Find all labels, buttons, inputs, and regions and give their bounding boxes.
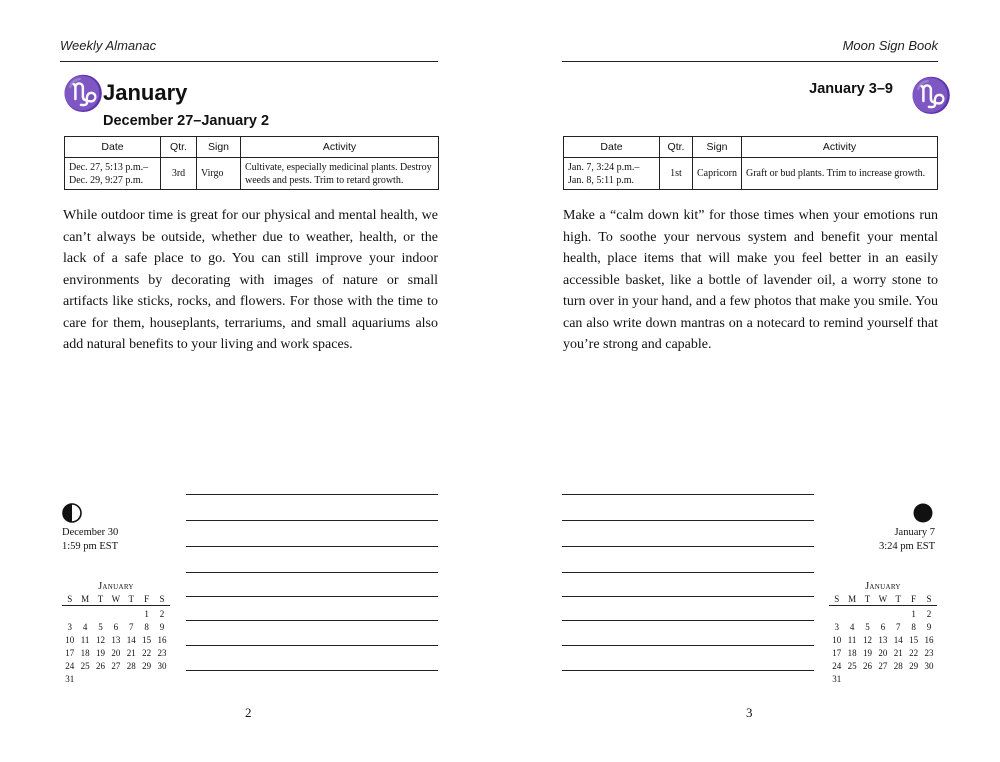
weekday: S	[67, 594, 73, 604]
calendar-day: 31	[832, 674, 842, 684]
activity-table	[563, 136, 938, 190]
weekday: S	[926, 594, 932, 604]
body-paragraph: Make a “calm down kit” for those times when your emotions run high. To soothe your nervous system and benefit your mental health, place items that will make you feel better in an easily accessible basket, like a bottle of lavender oil, a worry stone to turn over in your hand, and a few photos that make you smile. You can also write down mantras on a notecard to remind yourself that you’re strong and capable.	[563, 208, 938, 352]
calendar-day: 13	[111, 635, 121, 645]
note-line	[562, 520, 814, 521]
calendar-day: 16	[157, 635, 167, 645]
calendar-day: 18	[80, 648, 90, 658]
moon-phase-time: 1:59 pm EST	[62, 540, 119, 552]
calendar-day: 20	[878, 648, 888, 658]
calendar-day	[108, 673, 123, 686]
calendar-day: 5	[98, 622, 103, 632]
calendar-week-row	[62, 608, 170, 621]
weekday: M	[848, 594, 857, 604]
weekday: M	[81, 594, 90, 604]
cell-sign: Virgo	[197, 158, 241, 190]
date-end: Dec. 29, 9:27 p.m.	[69, 174, 144, 186]
calendar-weeks	[62, 608, 170, 686]
calendar-day	[124, 608, 139, 621]
calendar-weekdays	[62, 593, 170, 606]
calendar-day: 10	[65, 635, 75, 645]
cell-qtr: 1st	[660, 158, 693, 190]
cell-activity: Cultivate, especially medicinal plants. Destroy weeds and pests. Trim to retard growth.	[241, 158, 439, 190]
calendar-day: 3	[67, 622, 72, 632]
calendar-day: 7	[896, 622, 901, 632]
note-line	[562, 596, 814, 597]
new-moon-icon	[913, 503, 933, 523]
calendar-week-row	[829, 621, 937, 634]
header-qtr: Qtr.	[660, 137, 693, 158]
cell-sign: Capricorn	[693, 158, 742, 190]
calendar-day	[906, 673, 921, 686]
calendar-day: 28	[126, 661, 136, 671]
moon-phase-caption	[879, 526, 935, 553]
calendar-day: 9	[159, 622, 165, 632]
calendar-day	[62, 608, 77, 621]
calendar-day: 6	[113, 622, 119, 632]
calendar-week-row	[62, 673, 170, 686]
calendar-day	[921, 673, 936, 686]
calendar-day: 8	[911, 622, 916, 632]
mini-calendar	[829, 581, 937, 686]
header-activity: Activity	[241, 137, 439, 158]
calendar-day: 18	[847, 648, 857, 658]
calendar-week-row	[62, 621, 170, 634]
weekday: W	[878, 594, 888, 604]
body-paragraph: While outdoor time is great for our physical and mental health, we can’t always be outside, whether due to weather, health, or the lack of a safe place to go. You can still improve your indoor environments by decorating with images of nature or small artifacts like sticks, rocks, and flowers. For those with the time to care for them, houseplants, terrariums, and small aquariums also add natural benefits to your living and work spaces.	[63, 208, 438, 352]
calendar-day: 29	[142, 661, 152, 671]
calendar-day: 16	[924, 635, 934, 645]
running-head: Weekly Almanac	[60, 38, 157, 53]
capricorn-icon: ♑	[62, 76, 105, 113]
calendar-day: 7	[129, 622, 134, 632]
calendar-day	[829, 608, 844, 621]
calendar-day: 20	[111, 648, 121, 658]
header-rule	[562, 61, 938, 62]
moon-phase-date: January 7	[894, 527, 935, 538]
calendar-week-row	[829, 660, 937, 673]
note-line	[186, 645, 438, 646]
header-sign: Sign	[197, 137, 241, 158]
note-line	[186, 572, 438, 573]
weekday: T	[128, 594, 134, 604]
calendar-weeks	[829, 608, 937, 686]
note-line	[562, 546, 814, 547]
cell-qtr: 3rd	[161, 158, 197, 190]
header-date: Date	[65, 137, 161, 158]
calendar-day	[860, 608, 875, 621]
calendar-day: 30	[924, 661, 934, 671]
calendar-day	[77, 608, 92, 621]
calendar-week-row	[62, 634, 170, 647]
calendar-day: 24	[65, 661, 75, 671]
calendar-day: 24	[832, 661, 842, 671]
weekday: T	[97, 594, 104, 604]
right-page	[500, 0, 1000, 762]
calendar-month: January	[865, 581, 901, 592]
calendar-day: 13	[878, 635, 888, 645]
cell-date	[564, 158, 660, 190]
calendar-month: January	[98, 581, 134, 592]
note-line	[186, 620, 438, 621]
note-line	[562, 620, 814, 621]
calendar-day: 26	[862, 661, 872, 671]
calendar-day	[93, 608, 108, 621]
calendar-day: 19	[862, 648, 872, 658]
calendar-day	[875, 673, 890, 686]
calendar-day: 3	[834, 622, 839, 632]
calendar-day: 12	[95, 635, 105, 645]
week-range: January 3–9	[809, 81, 893, 97]
calendar-day: 15	[142, 635, 152, 645]
cell-activity: Graft or bud plants. Trim to increase growth.	[742, 158, 938, 190]
calendar-day: 26	[95, 661, 105, 671]
calendar-day: 14	[126, 635, 136, 645]
table-header-row	[564, 137, 938, 158]
calendar-day: 9	[926, 622, 932, 632]
header-date: Date	[564, 137, 660, 158]
calendar-day	[844, 608, 859, 621]
calendar-day: 14	[893, 635, 903, 645]
calendar-day: 23	[157, 648, 167, 658]
calendar-day	[891, 673, 906, 686]
note-line	[562, 572, 814, 573]
calendar-day: 19	[95, 648, 105, 658]
weekday: W	[111, 594, 121, 604]
calendar-day: 1	[911, 609, 916, 619]
calendar-day	[154, 673, 169, 686]
calendar-day: 11	[80, 635, 90, 645]
calendar-week-row	[829, 673, 937, 686]
note-line	[562, 494, 814, 495]
calendar-day	[124, 673, 139, 686]
note-line	[186, 670, 438, 671]
cell-date	[65, 158, 161, 190]
calendar-day: 4	[82, 622, 88, 632]
calendar-day: 23	[924, 648, 934, 658]
calendar-day	[860, 673, 875, 686]
calendar-day: 21	[126, 648, 136, 658]
calendar-weekdays	[829, 593, 937, 606]
calendar-day: 17	[832, 648, 842, 658]
calendar-day: 6	[880, 622, 886, 632]
calendar-day: 22	[142, 648, 152, 658]
moon-phase-caption	[62, 526, 118, 553]
table-row	[65, 158, 439, 190]
calendar-day	[891, 608, 906, 621]
calendar-day	[108, 608, 123, 621]
mini-calendar	[62, 581, 170, 686]
page-number: 3	[746, 705, 753, 720]
calendar-day: 12	[862, 635, 872, 645]
header-activity: Activity	[742, 137, 938, 158]
calendar-day: 15	[909, 635, 919, 645]
week-range: December 27–January 2	[103, 113, 270, 129]
note-line	[562, 645, 814, 646]
note-line	[186, 596, 438, 597]
last-quarter-moon-icon	[62, 503, 82, 523]
calendar-day: 11	[847, 635, 857, 645]
weekday: F	[144, 594, 150, 604]
calendar-day	[77, 673, 92, 686]
running-head: Moon Sign Book	[842, 38, 938, 53]
calendar-day: 27	[878, 661, 888, 671]
note-line	[186, 546, 438, 547]
calendar-day: 25	[80, 661, 90, 671]
header-qtr: Qtr.	[161, 137, 197, 158]
weekday: T	[895, 594, 901, 604]
calendar-day: 17	[65, 648, 75, 658]
date-start: Dec. 27, 5:13 p.m.–	[69, 161, 149, 173]
header-rule	[60, 61, 438, 62]
calendar-day: 2	[159, 609, 165, 619]
header-sign: Sign	[693, 137, 742, 158]
calendar-day: 30	[157, 661, 167, 671]
calendar-day	[93, 673, 108, 686]
moon-phase-date: December 30	[62, 527, 119, 538]
calendar-day: 28	[893, 661, 903, 671]
weekday: S	[159, 594, 165, 604]
month-title: January	[103, 80, 188, 105]
calendar-week-row	[829, 647, 937, 660]
table-header-row	[65, 137, 439, 158]
calendar-day: 25	[847, 661, 857, 671]
calendar-day: 4	[849, 622, 855, 632]
moon-phase-time: 3:24 pm EST	[878, 540, 935, 552]
calendar-day: 27	[111, 661, 121, 671]
calendar-week-row	[62, 647, 170, 660]
calendar-day	[875, 608, 890, 621]
activity-table	[64, 136, 439, 190]
calendar-week-row	[829, 634, 937, 647]
capricorn-icon: ♑	[910, 78, 953, 115]
calendar-day: 21	[893, 648, 903, 658]
note-line	[186, 520, 438, 521]
calendar-week-row	[829, 608, 937, 621]
calendar-day	[139, 673, 154, 686]
calendar-day: 10	[832, 635, 842, 645]
note-line	[562, 670, 814, 671]
calendar-day: 29	[909, 661, 919, 671]
calendar-day: 8	[144, 622, 149, 632]
date-start: Jan. 7, 3:24 p.m.–	[568, 161, 640, 173]
calendar-day: 1	[144, 609, 149, 619]
table-row	[564, 158, 938, 190]
calendar-week-row	[62, 660, 170, 673]
weekday: F	[911, 594, 917, 604]
calendar-day	[844, 673, 859, 686]
weekday: T	[864, 594, 871, 604]
calendar-day: 31	[65, 674, 75, 684]
weekday: S	[834, 594, 840, 604]
calendar-day: 5	[865, 622, 870, 632]
calendar-day: 22	[909, 648, 919, 658]
date-end: Jan. 8, 5:11 p.m.	[568, 174, 635, 186]
calendar-day: 2	[926, 609, 932, 619]
note-line	[186, 494, 438, 495]
page-number: 2	[245, 705, 252, 720]
